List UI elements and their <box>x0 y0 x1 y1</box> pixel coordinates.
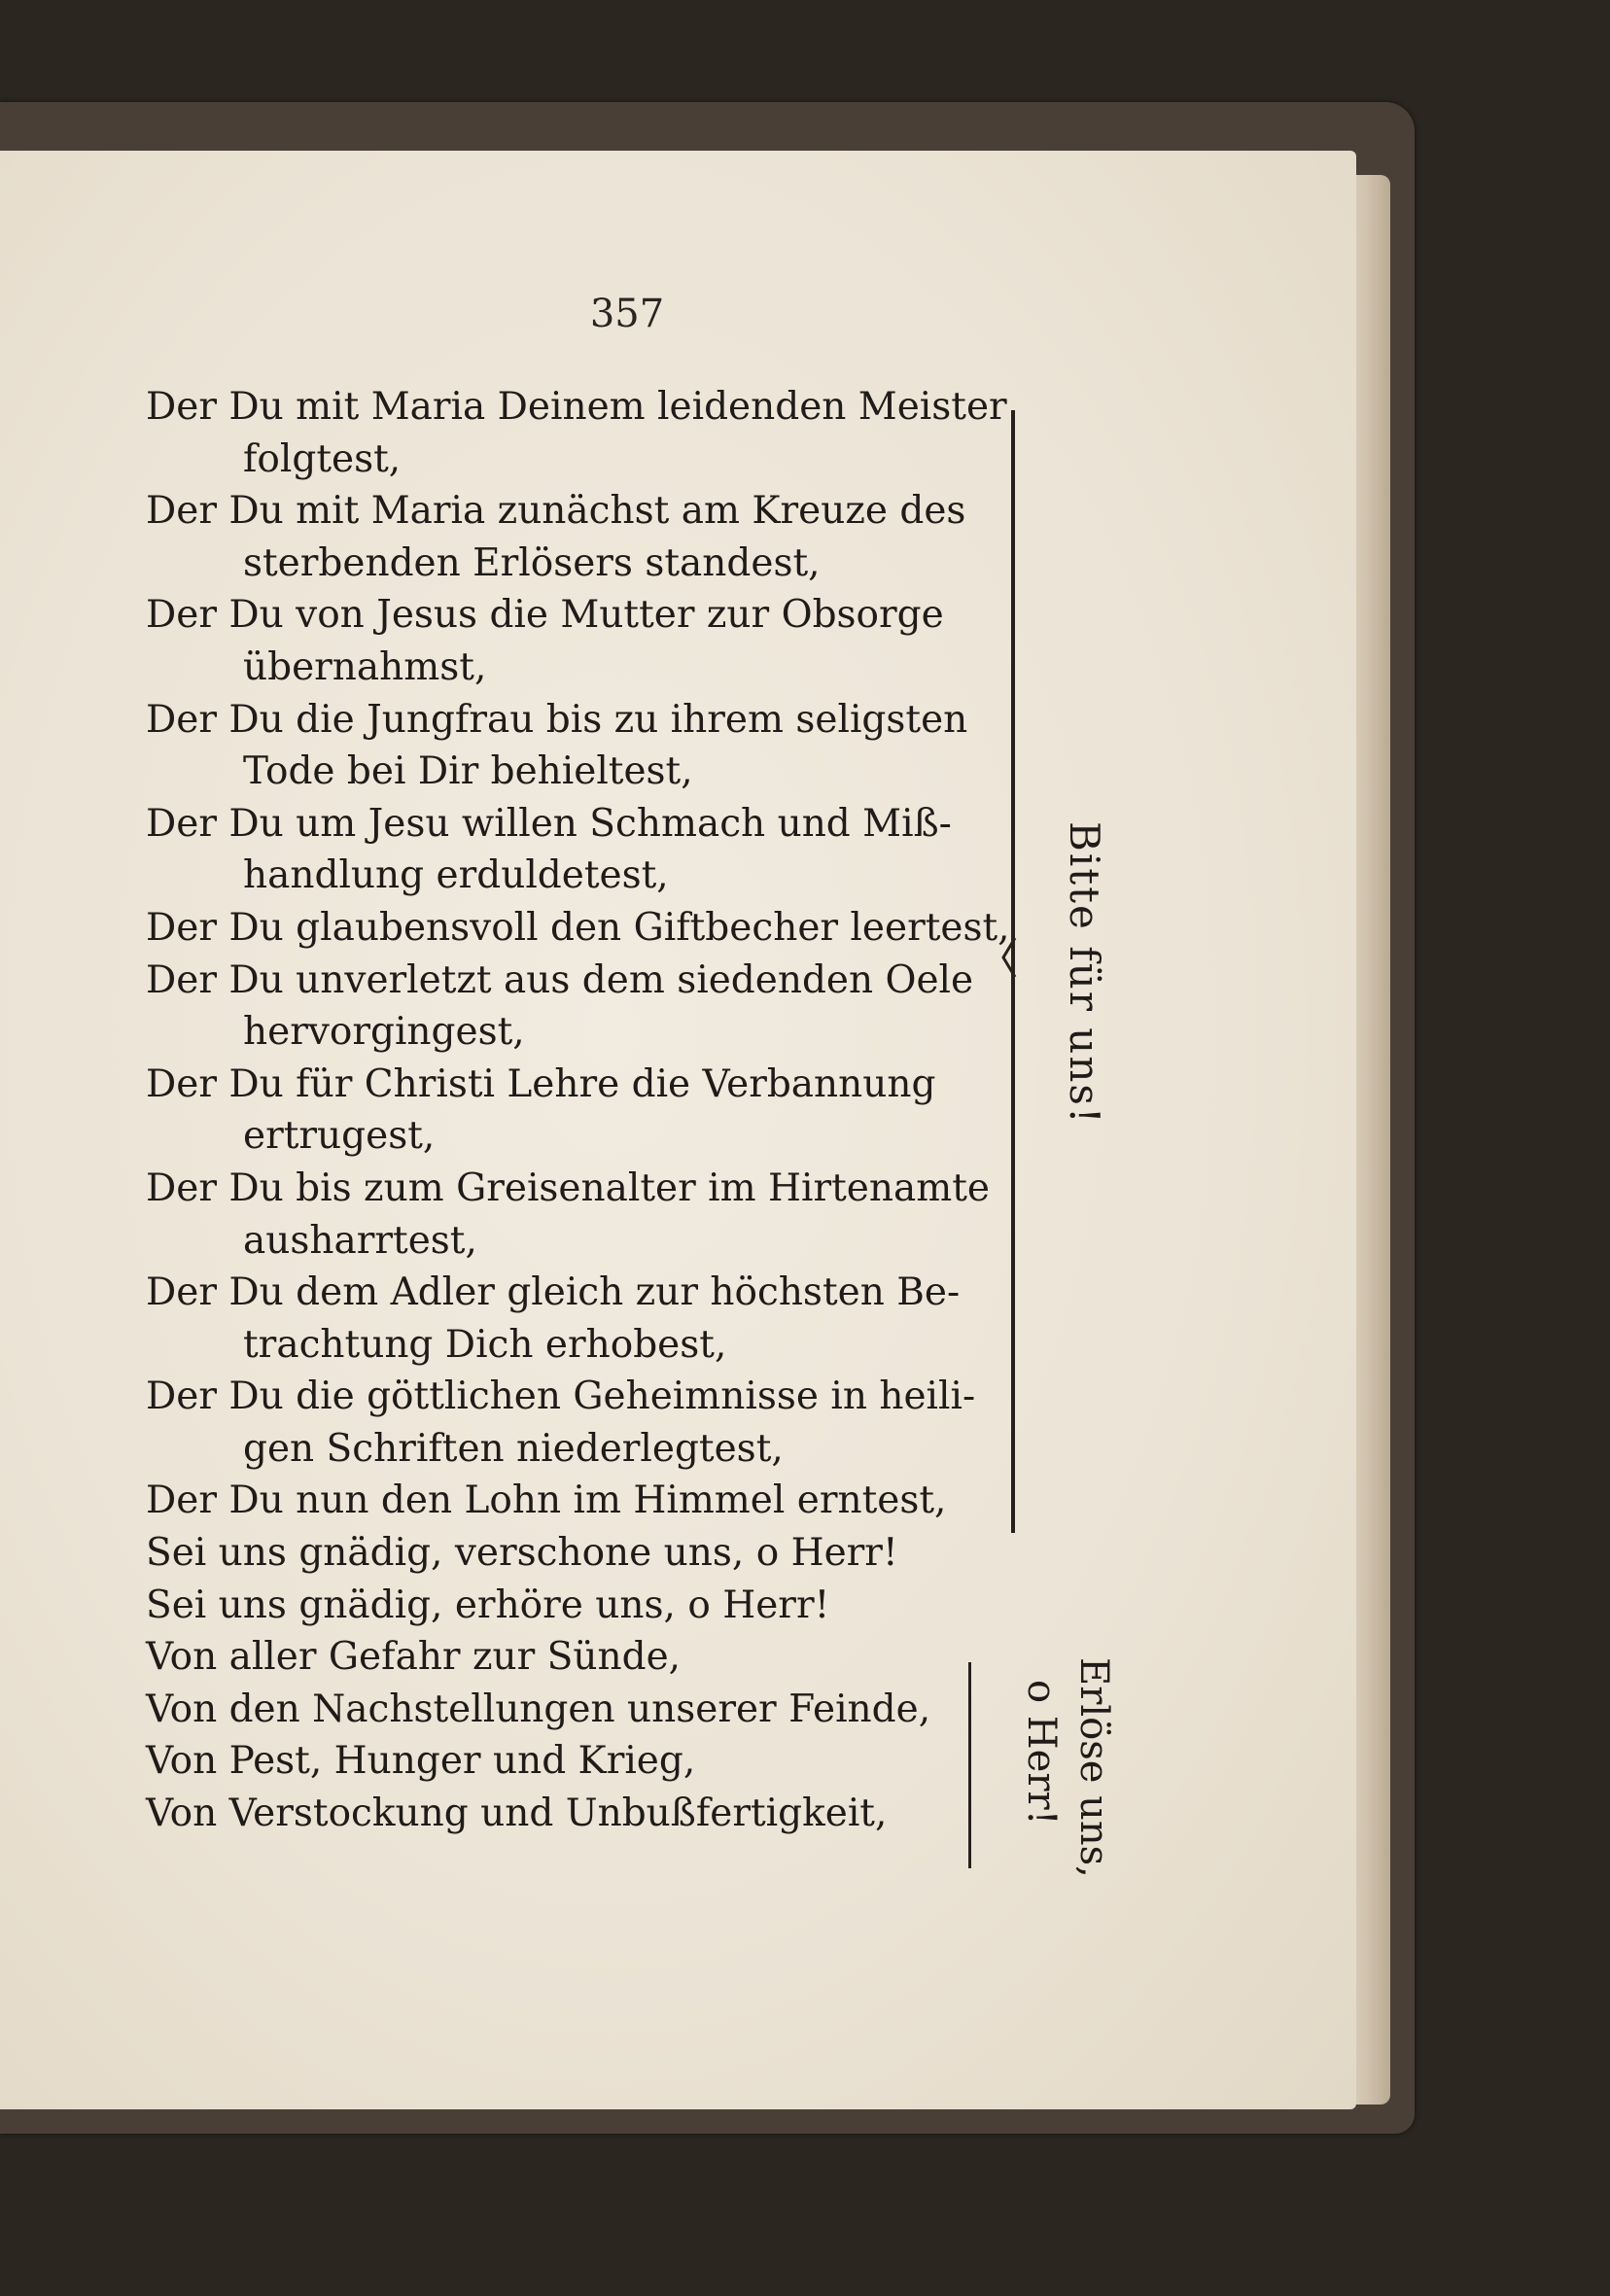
text-line: ertrugest, <box>243 1114 436 1159</box>
text-line: sterbenden Erlösers standest, <box>243 540 821 585</box>
text-line: Der Du bis zum Greisenalter im Hirtenamte <box>146 1165 990 1210</box>
text-line: hervorgingest, <box>243 1010 525 1055</box>
text-line: Der Du dem Adler gleich zur höchsten Be- <box>146 1270 961 1315</box>
text-line: Der Du für Christi Lehre die Verbannung <box>146 1061 936 1106</box>
text-line: Sei uns gnädig, verschone uns, o Herr! <box>146 1531 898 1576</box>
text-line: ausharrtest, <box>243 1218 477 1263</box>
text-line: Sei uns gnädig, erhöre uns, o Herr! <box>146 1583 830 1627</box>
response-pray-for-us: Bitte für uns! <box>1061 821 1108 1126</box>
text-line: Der Du die göttlichen Geheimnisse in heili- <box>146 1374 976 1419</box>
litany-text <box>146 381 1021 1840</box>
text-line: Von Pest, Hunger und Krieg, <box>146 1739 696 1784</box>
text-line: gen Schriften niederlegtest, <box>243 1426 784 1471</box>
text-line: Der Du um Jesu willen Schmach und Miß- <box>146 801 952 846</box>
brace-tip <box>1001 938 1023 977</box>
text-line: Von den Nachstellungen unserer Feinde, <box>146 1687 931 1731</box>
brace-bracket <box>968 1662 985 1868</box>
text-line: übernahmst, <box>243 644 487 689</box>
text-line: Der Du unverletzt aus dem siedenden Oele <box>146 957 974 1002</box>
text-line: Der Du mit Maria Deinem leidenden Meister <box>146 385 1007 429</box>
text-line: handlung erduldetest, <box>243 853 669 898</box>
text-line: Tode bei Dir behieltest, <box>243 749 693 794</box>
text-line: trachtung Dich erhobest, <box>243 1322 727 1367</box>
text-line: Der Du glaubensvoll den Giftbecher leertest, <box>146 905 1010 950</box>
text-line: Der Du von Jesus die Mutter zur Obsorge <box>146 593 944 638</box>
response-o-lord: o Herr! <box>1019 1680 1064 1826</box>
text-line: folgtest, <box>243 436 402 481</box>
page-number: 357 <box>589 292 665 336</box>
text-line: Von Verstockung und Unbußfertigkeit, <box>146 1792 888 1836</box>
text-line: Der Du nun den Lohn im Himmel erntest, <box>146 1478 947 1523</box>
text-line: Der Du die Jungfrau bis zu ihrem seligsten <box>146 697 968 742</box>
text-line: Der Du mit Maria zunächst am Kreuze des <box>146 489 966 534</box>
response-deliver-us: Erlöse uns, <box>1071 1657 1116 1878</box>
text-line: Von aller Gefahr zur Sünde, <box>146 1635 682 1680</box>
